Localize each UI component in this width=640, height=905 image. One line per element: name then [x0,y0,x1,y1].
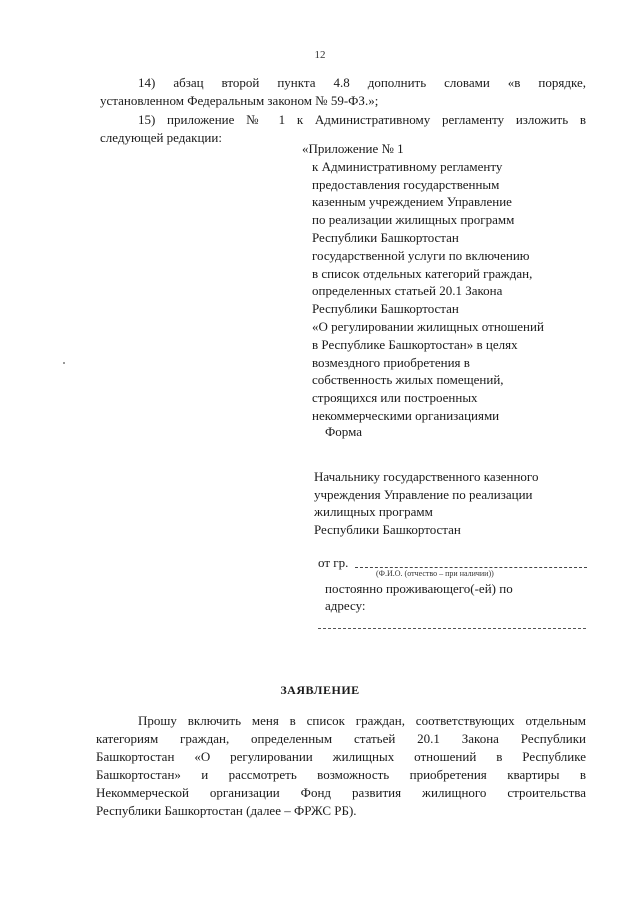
statement-line: категориям граждан, определенным статьей 20.1 Закона Республики [96,731,586,746]
statement-line: Башкортостан «О регулировании жилищных отношений в Республике [96,749,586,764]
scan-speck [63,362,65,364]
statement-line: Некоммерческой организации Фонд развития жилищного строительства [96,785,586,800]
residence-line: адресу: [325,598,366,613]
item15-line2: следующей редакции: [100,130,222,145]
appendix-line: строящихся или построенных [312,390,478,406]
residence-line: постоянно проживающего(-ей) по [325,581,513,596]
from-label: от гр. [318,555,349,570]
residence-block [325,580,513,614]
appendix-line: в Республике Башкортостан» в целях [312,336,518,352]
appendix-line: «Приложение № 1 [302,141,404,156]
appendix-line: по реализации жилищных программ [312,212,515,228]
addressee-line: Республики Башкортостан [314,521,461,537]
appendix-line: определенных статьей 20.1 Закона [312,283,503,299]
appendix-line: Республики Башкортостан [312,229,459,245]
appendix-line: казенным учреждением Управление [312,194,512,210]
page-number: 12 [314,49,326,61]
addressee-block [314,468,538,538]
form-label: Форма [325,424,362,439]
statement-line: Республики Башкортостан (далее – ФРЖС РБ). [96,803,357,818]
appendix-line: «О регулировании жилищных отношений [312,318,544,334]
appendix-header [302,140,544,425]
item15-line1: 15) приложение № 1 к Административному регламенту изложить в [138,112,586,127]
appendix-line: к Административному регламенту [312,158,503,174]
fio-fill-line [355,567,587,568]
appendix-line: некоммерческими организациями [312,407,500,423]
appendix-line: собственность жилых помещений, [312,372,504,388]
item14-line1: 14) абзац второй пункта 4.8 дополнить словами «в порядке, [138,75,586,90]
statement-line: Прошу включить меня в список граждан, соответствующих отдельным [138,713,586,728]
appendix-line: государственной услуги по включению [312,247,530,263]
appendix-line: в список отдельных категорий граждан, [312,265,533,281]
statement-title: ЗАЯВЛЕНИЕ [280,683,360,697]
addressee-line: жилищных программ [314,504,433,519]
addressee-line: учреждения Управление по реализации [314,486,533,502]
addressee-line: Начальнику государственного казенного [314,469,539,484]
item14-line2: установленном Федеральным законом № 59-ФЗ.»; [100,93,379,108]
appendix-line: Республики Башкортостан [312,301,459,317]
appendix-line: предоставления государственным [312,176,500,192]
address-fill-line [318,628,586,629]
statement-body [96,712,586,820]
appendix-line: возмездного приобретения в [312,354,470,370]
statement-line: Башкортостан» и рассмотреть возможность приобретения квартиры в [96,767,586,782]
fio-hint: (Ф.И.О. (отчество – при наличии)) [376,569,494,578]
